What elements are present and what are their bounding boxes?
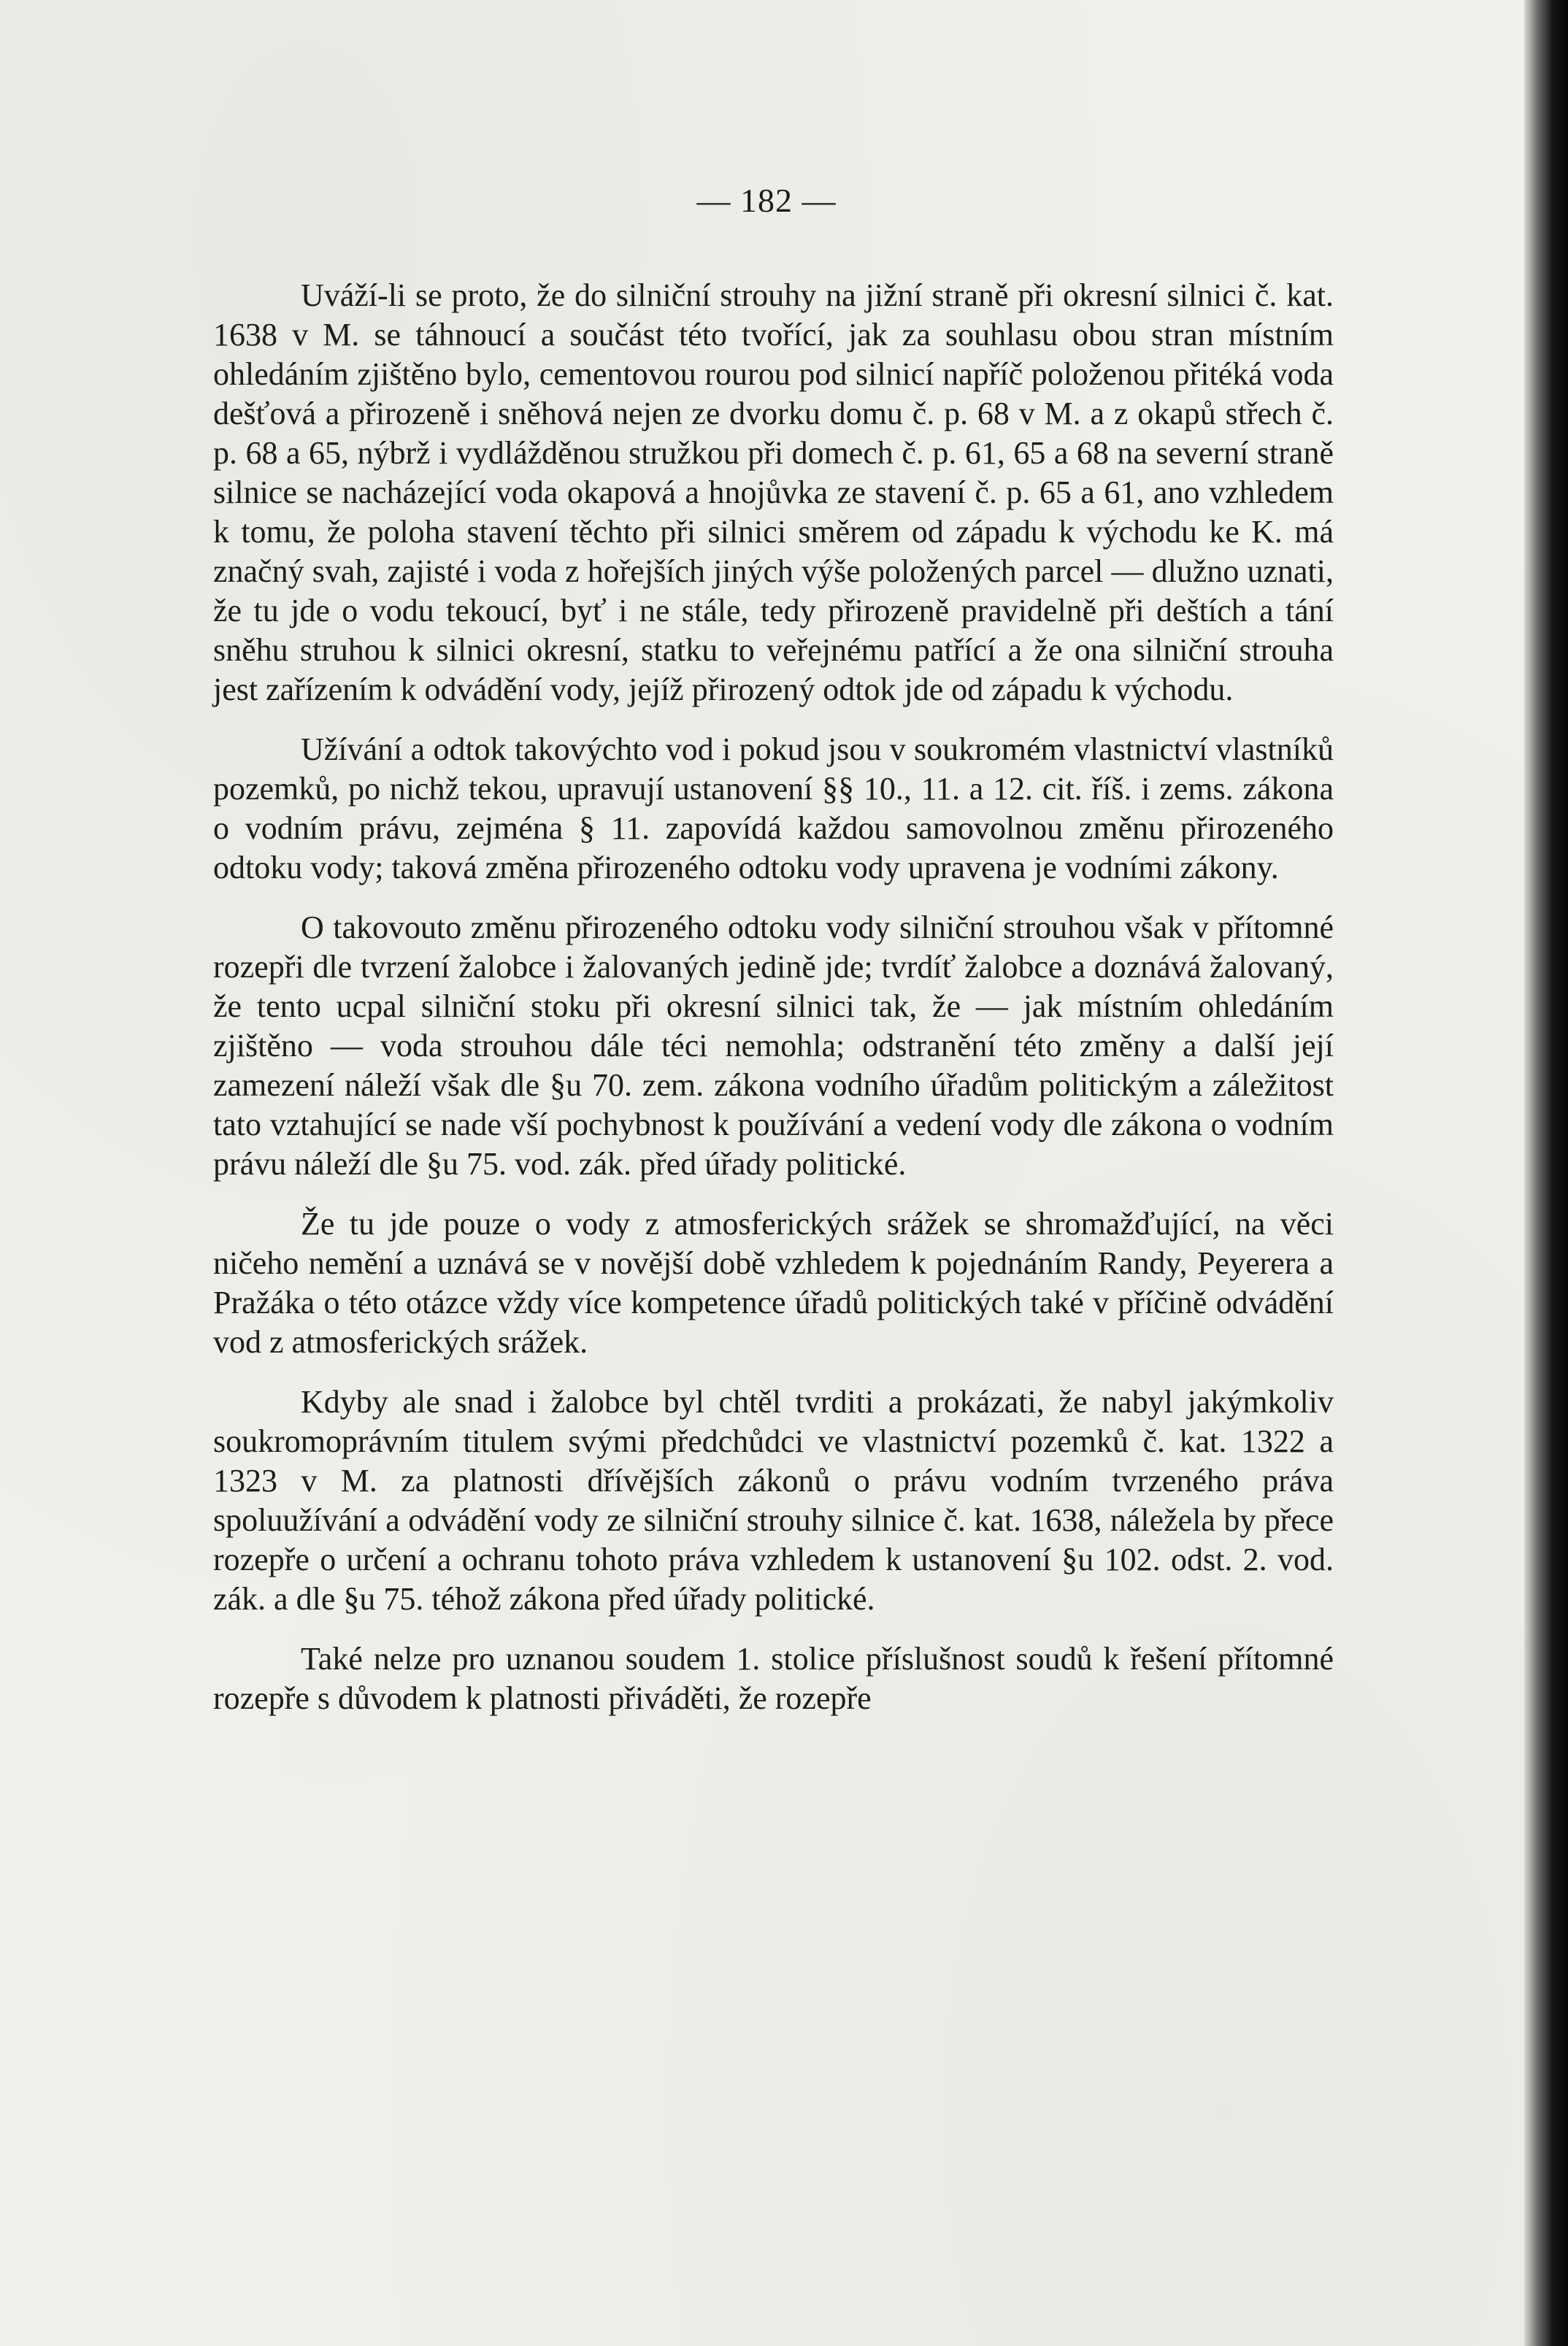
paragraph-3: O takovouto změnu přirozeného odtoku vody silniční strouhou však v přítomné rozepři dle tvrzení žalobce i žalovaných jedině jde; tvrdíť žalobce a doznává žalovaný, že tento ucpal silniční stoku při okresní silnici tak, že — jak místním ohledáním zjištěno — voda strouhou dále téci nemohla; odstranění této změny a další její zamezení náleží však dle §u 70. zem. zákona vodního úřadům politickým a záležitost tato vztahující se nade vší pochybnost k používání a vedení vody dle zákona o vodním právu náleží dle §u 75. vod. zák. před úřady politické. <box>213 909 1334 1182</box>
paragraph-2: Užívání a odtok takovýchto vod i pokud jsou v soukromém vlastnictví vlastníků pozemků, po nichž tekou, upravují ustanovení §§ 10., 11. a 12. cit. říš. i zems. zákona o vodním právu, zejména § 11. zapovídá každou samovolnou změnu přirozeného odtoku vody; taková změna přirozeného odtoku vody upravena je vodními zákony. <box>213 731 1334 885</box>
page-number: — 182 — <box>696 182 837 219</box>
paragraph-5: Kdyby ale snad i žalobce byl chtěl tvrditi a prokázati, že nabyl jakýmkoliv soukromoprávním titulem svými předchůdci ve vlastnictví pozemků č. kat. 1322 a 1323 v M. za platnosti dřívějších zákonů o právu vodním tvrzeného práva spoluužívání a odvádění vody ze silniční strouhy silnice č. kat. 1638, náležela by přece rozepře o určení a ochranu tohoto práva vzhledem k ustanovení §u 102. odst. 2. vod. zák. a dle §u 75. téhož zákona před úřady politické. <box>213 1384 1334 1617</box>
scan-edge-shadow <box>1524 0 1568 2346</box>
paragraph-4: Že tu jde pouze o vody z atmosferických srážek se shromažďující, na věci ničeho nemění a uznává se v novější době vzhledem k pojednáním Randy, Peyerera a Pražáka o této otázce vždy více kompetence úřadů politických také v příčině odvádění vod z atmosferických srážek. <box>213 1206 1334 1360</box>
paragraph-1: Uváží-li se proto, že do silniční strouhy na jižní straně při okresní silnici č. kat. 1638 v M. se táhnoucí a součást této tvořící, jak za souhlasu obou stran místním ohledáním zjištěno bylo, cementovou rourou pod silnicí napříč položenou přitéká voda dešťová a přirozeně i sněhová nejen ze dvorku domu č. p. 68 v M. a z okapů střech č. p. 68 a 65, nýbrž i vydlážděnou stružkou při domech č. p. 61, 65 a 68 na severní straně silnice se nacházející voda okapová a hnojůvka ze stavení č. p. 65 a 61, ano vzhledem k tomu, že poloha stavení těchto při silnici směrem od západu k východu ke K. má značný svah, zajisté i voda z hořejších jiných výše položených parcel — dlužno uznati, že tu jde o vodu tekoucí, byť i ne stále, tedy přirozeně pravidelně při deštích a tání sněhu struhou k silnici okresní, statku to veřejnému patřící a že ona silniční strouha jest zařízením k odvádění vody, jejíž přirozený odtok jde od západu k východu. <box>213 277 1334 707</box>
paragraph-6: Také nelze pro uznanou soudem 1. stolice příslušnost soudů k řešení přítomné rozepře s důvodem k platnosti přiváděti, že rozepře <box>213 1641 1334 1716</box>
body-text <box>213 276 1334 1739</box>
